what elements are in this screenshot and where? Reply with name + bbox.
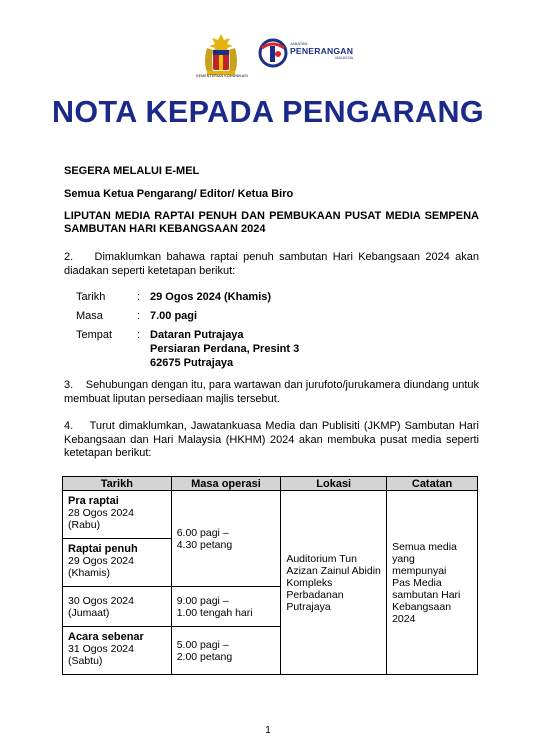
location-cell <box>281 491 387 675</box>
hours-cell <box>171 587 281 627</box>
page-title: NOTA KEPADA PENGARANG <box>51 95 485 129</box>
day-date: 28 Ogos 2024 <box>68 507 134 519</box>
table-header-row <box>63 477 478 491</box>
location-line4: Perbadanan <box>286 588 344 601</box>
jp-line2: PENERANGAN <box>290 46 354 56</box>
note-line7: 2024 <box>392 612 416 625</box>
malaysia-crest-icon <box>193 32 249 78</box>
jabatan-penerangan-logo-icon <box>258 38 288 68</box>
hours-cell <box>171 491 281 587</box>
hours-line2: 2.00 petang <box>176 650 233 663</box>
day-date: 31 Ogos 2024 <box>68 643 134 655</box>
header-logos <box>0 30 536 80</box>
date-cell <box>63 627 172 675</box>
column-header-location: Lokasi <box>281 477 387 491</box>
date-cell <box>63 539 172 587</box>
day-name: Acara sebenar <box>68 631 144 643</box>
hours-line1: 9.00 pagi – <box>176 594 229 607</box>
day-weekday: (Jumaat) <box>68 607 110 619</box>
page-number: 1 <box>265 725 271 736</box>
jp-line1: JABATAN <box>290 41 308 46</box>
note-line4: Pas Media <box>392 576 442 589</box>
note-line1: Semua media <box>392 540 457 553</box>
media-center-table <box>62 476 478 675</box>
day-weekday: (Rabu) <box>68 519 101 531</box>
day-date: 29 Ogos 2024 <box>68 555 134 567</box>
jabatan-penerangan-wordmark <box>290 42 353 60</box>
day-weekday: (Sabtu) <box>68 655 103 667</box>
urgent-line: SEGERA MELALUI E-MEL <box>64 165 200 177</box>
time-colon: : <box>137 310 141 322</box>
day-name: Pra raptai <box>68 495 119 507</box>
column-header-hours: Masa operasi <box>171 477 281 491</box>
column-header-date: Tarikh <box>63 477 172 491</box>
note-line5: sambutan Hari <box>392 588 461 601</box>
place-line3: 62675 Putrajaya <box>150 357 234 369</box>
hours-line2: 4.30 petang <box>176 538 233 551</box>
location-line2: Azizan Zainul Abidin <box>286 564 381 577</box>
location-line5: Putrajaya <box>286 600 331 613</box>
jp-line3: MALAYSIA <box>335 55 354 60</box>
hours-cell <box>171 627 281 675</box>
day-date: 30 Ogos 2024 <box>68 595 134 607</box>
place-line1: Dataran Putrajaya <box>150 329 244 341</box>
note-line6: Kebangsaan <box>392 600 452 613</box>
paragraph-4: 4. Turut dimaklumkan, Jawatankuasa Media dan Publisiti (JKMP) Sambutan Hari Kebangsaan dan Hari Malaysia (HKHM) 2024 akan membuka pusat media seperti ketetapan berikut: <box>64 420 479 459</box>
note-line3: mempunyai <box>392 564 447 577</box>
location-line3: Kompleks <box>286 576 333 589</box>
note-line2: yang <box>392 552 415 565</box>
notes-cell <box>387 491 478 675</box>
date-label: Tarikh <box>76 291 106 303</box>
subject-line: LIPUTAN MEDIA RAPTAI PENUH DAN PEMBUKAAN PUSAT MEDIA SEMPENA SAMBUTAN HARI KEBANGSAAN 2024 <box>64 210 479 235</box>
paragraph-3: 3. Sehubungan dengan itu, para wartawan dan jurufoto/jurukamera diundang untuk membuat liputan persediaan majlis tersebut. <box>64 379 479 405</box>
place-label: Tempat <box>76 329 113 341</box>
recipients-line: Semua Ketua Pengarang/ Editor/ Ketua Biro <box>64 188 294 200</box>
day-weekday: (Khamis) <box>68 567 111 579</box>
date-value: 29 Ogos 2024 (Khamis) <box>150 291 272 303</box>
table-row <box>63 491 478 539</box>
location-line1: Auditorium Tun <box>286 552 357 565</box>
hours-line2: 1.00 tengah hari <box>176 606 253 619</box>
date-colon: : <box>137 291 141 303</box>
hours-line1: 6.00 pagi – <box>176 526 229 539</box>
day-name: Raptai penuh <box>68 543 138 555</box>
time-label: Masa <box>76 310 103 322</box>
place-line2: Persiaran Perdana, Presint 3 <box>150 343 300 355</box>
date-cell <box>63 587 172 627</box>
paragraph-2: 2. Dimaklumkan bahawa raptai penuh sambutan Hari Kebangsaan 2024 akan diadakan seperti ketetapan berikut: <box>64 251 479 277</box>
hours-line1: 5.00 pagi – <box>176 638 229 651</box>
column-header-notes: Catatan <box>387 477 478 491</box>
time-value: 7.00 pagi <box>150 310 198 322</box>
ministry-caption: KEMENTERIAN KOMUNIKASI <box>196 74 248 78</box>
date-cell <box>63 491 172 539</box>
place-colon: : <box>137 329 141 341</box>
